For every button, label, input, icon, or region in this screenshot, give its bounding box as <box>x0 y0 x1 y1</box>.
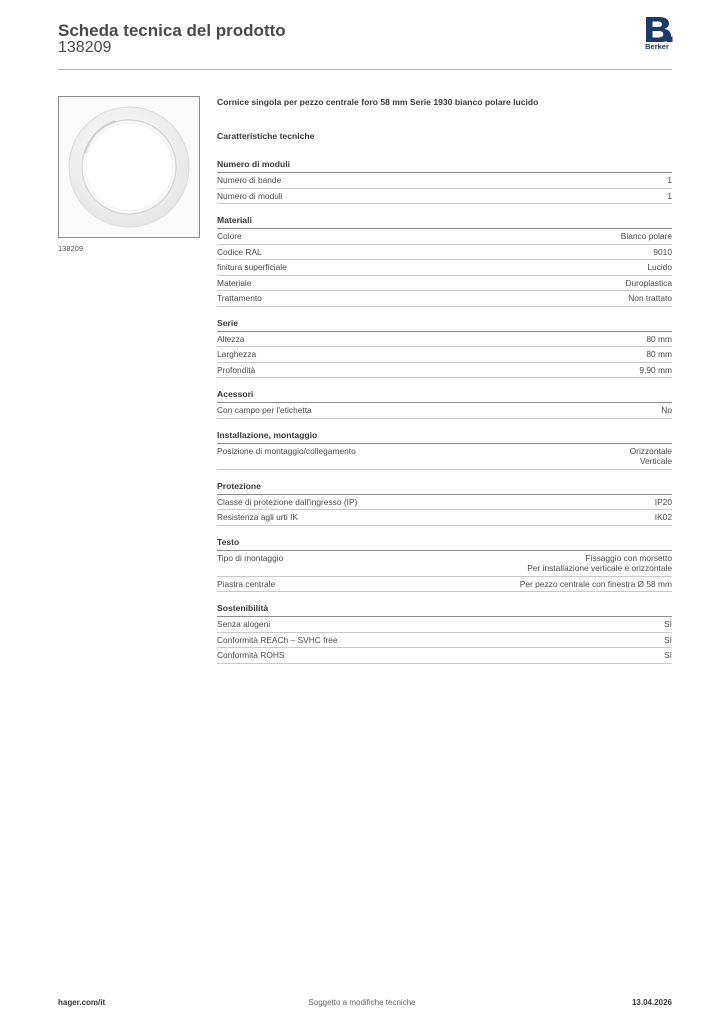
spec-value <box>625 278 672 289</box>
footer-notice: Soggetto a modifiche tecniche <box>308 998 416 1007</box>
spec-section <box>217 388 672 419</box>
spec-content <box>217 96 672 664</box>
spec-value-line: Fissaggio con morsetto <box>585 552 672 563</box>
spec-value <box>664 619 672 630</box>
spec-value-line: Duroplastica <box>625 277 672 288</box>
spec-section <box>217 317 672 379</box>
spec-value <box>621 231 672 242</box>
spec-label: Trattamento <box>217 293 262 303</box>
spec-value-line: 80 mm <box>646 333 672 344</box>
section-title: Materiali <box>217 214 672 229</box>
spec-label: Senza alogeni <box>217 619 271 629</box>
spec-value <box>661 405 672 416</box>
spec-label: Codice RAL <box>217 246 262 257</box>
tech-features-heading: Caratteristiche tecniche <box>217 131 315 141</box>
spec-value <box>647 262 672 273</box>
product-description: Cornice singola per pezzo centrale foro 58 mm Serie 1930 bianco polare lucido <box>217 97 539 107</box>
spec-value <box>520 579 672 590</box>
spec-sections <box>217 158 672 664</box>
spec-label: Posizione di montaggio/collegamento <box>217 445 356 456</box>
spec-row <box>217 245 672 261</box>
product-image <box>58 96 200 238</box>
spec-value-line: Lucido <box>647 262 672 272</box>
spec-row <box>217 173 672 189</box>
footer-website: hager.com/it <box>58 998 106 1007</box>
spec-row <box>217 260 672 276</box>
berker-b-logo-icon <box>640 17 674 42</box>
spec-row <box>217 444 672 470</box>
spec-row <box>217 229 672 245</box>
spec-value-line: 9010 <box>653 246 672 257</box>
section-title: Acessori <box>217 388 672 403</box>
spec-value-line: Verticale <box>639 456 672 466</box>
spec-label: Conformità REACh – SVHC free <box>217 634 338 645</box>
spec-label: finitura superficiale <box>217 262 287 272</box>
spec-label: Altezza <box>217 333 245 344</box>
spec-row <box>217 363 672 379</box>
spec-value <box>646 349 672 360</box>
spec-value-line: Sì <box>664 634 672 645</box>
spec-value-line: IP20 <box>654 496 672 507</box>
spec-row <box>217 510 672 526</box>
spec-row <box>217 633 672 649</box>
spec-value <box>630 446 672 467</box>
product-image-caption: 138209 <box>58 244 84 253</box>
berker-logo <box>640 17 674 53</box>
spec-value <box>527 553 672 574</box>
spec-section <box>217 602 672 664</box>
spec-value <box>628 293 672 304</box>
spec-label: Colore <box>217 231 242 241</box>
spec-value-line: Per installazione verticale e orizzontale <box>527 563 672 573</box>
spec-row <box>217 577 672 593</box>
spec-section <box>217 536 672 593</box>
spec-value-line: No <box>661 405 672 415</box>
spec-row <box>217 291 672 307</box>
spec-value <box>667 191 672 202</box>
spec-value-line: Per pezzo centrale con finestra Ø 58 mm <box>519 578 672 589</box>
spec-section <box>217 480 672 526</box>
spec-label: Classe di protezione dall'ingresso (IP) <box>217 496 358 507</box>
spec-value-line: Orizzontale <box>629 445 672 456</box>
spec-row <box>217 551 672 577</box>
spec-value-line: 9,90 mm <box>639 364 672 375</box>
product-code: 138209 <box>58 39 112 56</box>
spec-label: Resistenza agli urti IK <box>217 512 298 522</box>
spec-label: Con campo per l'etichetta <box>217 405 312 415</box>
section-title: Protezione <box>217 480 672 495</box>
spec-value-line: 1 <box>667 175 672 185</box>
spec-value-line: Non trattato <box>628 293 672 303</box>
spec-row <box>217 189 672 205</box>
spec-row <box>217 276 672 292</box>
spec-row <box>217 617 672 633</box>
berker-logo-text: Berker <box>645 42 669 51</box>
spec-section <box>217 214 672 307</box>
spec-value <box>646 334 672 345</box>
spec-row <box>217 347 672 363</box>
frame-ring-image <box>59 97 199 237</box>
spec-value-line: Sì <box>664 650 672 660</box>
spec-section <box>217 158 672 204</box>
spec-row <box>217 495 672 511</box>
section-title: Testo <box>217 536 672 551</box>
spec-value-line: 80 mm <box>646 349 672 359</box>
spec-value-line: Sì <box>664 619 672 629</box>
footer-date: 13.04.2026 <box>631 998 672 1007</box>
spec-value <box>667 175 672 186</box>
spec-value <box>664 650 672 661</box>
spec-label: Materiale <box>217 277 252 288</box>
spec-section <box>217 429 672 470</box>
spec-value <box>664 635 672 646</box>
spec-value <box>655 497 672 508</box>
section-title: Installazione, montaggio <box>217 429 672 444</box>
spec-label: Numero di moduli <box>217 190 283 201</box>
section-title: Serie <box>217 317 672 332</box>
spec-label: Larghezza <box>217 349 257 359</box>
spec-value <box>639 365 672 376</box>
spec-label: Conformità ROHS <box>217 650 285 660</box>
spec-value-line: IK02 <box>654 512 672 522</box>
spec-label: Numero di bande <box>217 175 282 185</box>
spec-label: Piastra centrale <box>217 578 276 589</box>
spec-label: Profondità <box>217 364 256 375</box>
spec-label: Tipo di montaggio <box>217 552 284 563</box>
spec-value-line: 1 <box>667 190 672 201</box>
spec-row <box>217 648 672 664</box>
header-divider <box>58 69 672 70</box>
spec-row <box>217 403 672 419</box>
spec-value-line: Bianco polare <box>620 231 672 241</box>
section-title: Sostenibilità <box>217 602 672 617</box>
spec-value <box>653 247 672 258</box>
page-title: Scheda tecnica del prodotto <box>58 21 286 40</box>
section-title: Numero di moduli <box>217 158 672 173</box>
spec-value <box>655 512 672 523</box>
spec-row <box>217 332 672 348</box>
